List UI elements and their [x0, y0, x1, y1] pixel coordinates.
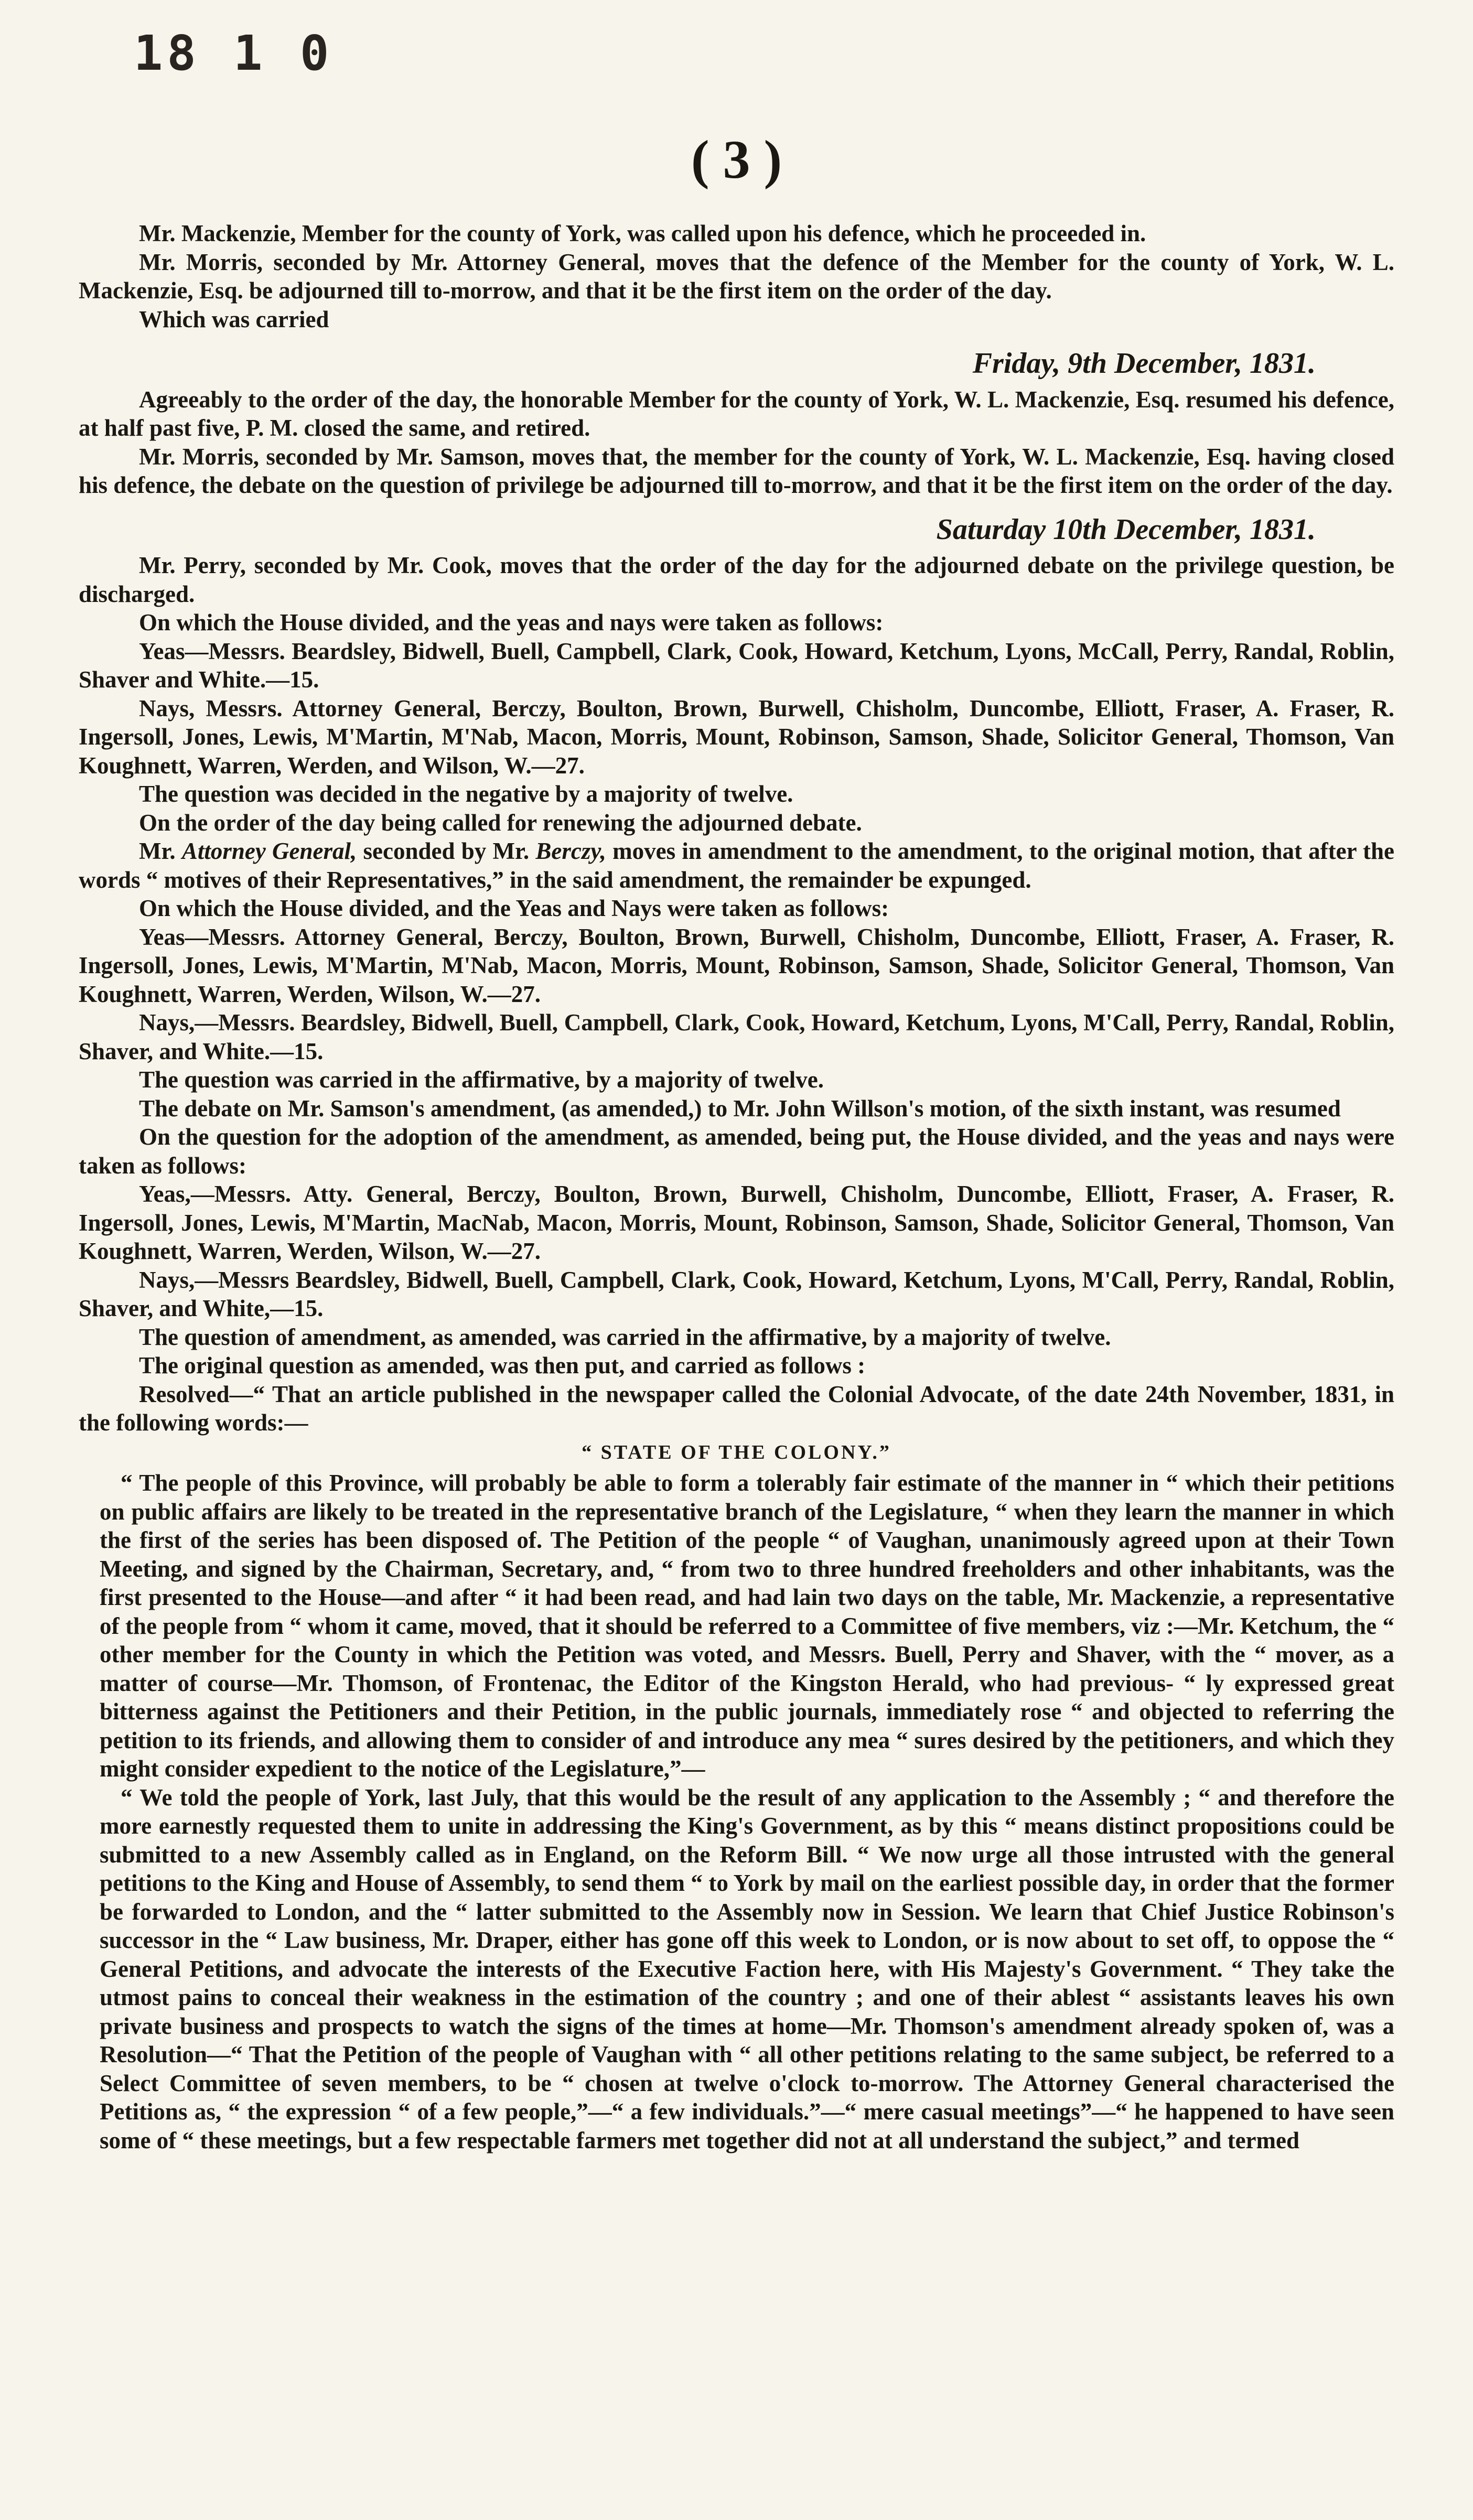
quoted-article-heading: “ STATE OF THE COLONY.” [582, 1441, 891, 1463]
paragraph: On the order of the day being called for renewing the adjourned debate. [139, 809, 862, 836]
yeas-list: Yeas—Messrs. Attorney General, Berczy, Boulton, Brown, Burwell, Chisholm, Duncombe, Elliott, Fraser, A. Fraser, R. Ingersoll, Jones, Lewis, M'Martin, M'Nab, Macon, Morris, Mount, Robinson, Samson, Shade, Solicitor General, Thomson, Van Koughnett, Warren, Werden, Wilson, W.—27. [79, 923, 1394, 1007]
paragraph [79, 837, 1394, 894]
quoted-paragraph: “ We told the people of York, last July, that this would be the result of any application to the Assembly ; “ and therefore the more earnestly requested them to unite in addressing the King's Government, as by this “ means distinct propositions could be submitted to a new Assembly called as in England, on the Reform Bill. “ We now urge all those intrusted with the general petitions to the King and House of Assembly, to send them “ to York by mail on the earliest possible day, in order that the former be forwarded to London, and the “ latter submitted to the Assembly now in Session. We learn that Chief Justice Robinson's successor in the “ Law business, Mr. Draper, either has gone off this week to London, or is now about to set off, to oppose the “ General Petitions, and advocate the interests of the Executive Faction here, with His Majesty's Government. “ They take the utmost pains to conceal their weakness in the estimation of the country ; and one of their ablest “ assistants leaves his own private business and prospects to watch the signs of the times at home—Mr. Thomson's amendment already spoken of, was a Resolution—“ That the Petition of the people of Vaughan with “ all other petitions relating to the same subject, be referred to a Select Committee of seven members, to be “ chosen at twelve o'clock to-morrow. The Attorney General characterised the Petitions as, “ the expression “ of a few people,”—“ a few individuals.”—“ mere casual meetings”—“ he happened to have seen some of “ these meetings, but a few respectable farmers met together did not at all understand the subject,” and termed [100, 1784, 1394, 2153]
paragraph: Mr. Morris, seconded by Mr. Attorney General, moves that the defence of the Member for the county of York, W. L. Mackenzie, Esq. be adjourned till to-morrow, and that it be the first item on the order of the day. [79, 249, 1394, 304]
italic-name: Attorney General, [181, 838, 357, 864]
nays-list: Nays,—Messrs. Beardsley, Bidwell, Buell, Campbell, Clark, Cook, Howard, Ketchum, Lyons, M'Call, Perry, Randal, Roblin, Shaver, and White.—15. [79, 1009, 1394, 1064]
paragraph: Mr. Morris, seconded by Mr. Samson, moves that, the member for the county of York, W. L. Mackenzie, Esq. having closed his defence, the debate on the question of privilege be adjourned till to-morrow, and that it be the first item on the order of the day. [79, 443, 1394, 498]
paragraph: Which was carried [139, 306, 329, 332]
paragraph: The debate on Mr. Samson's amendment, (as amended,) to Mr. John Willson's motion, of the sixth instant, was resumed [139, 1095, 1341, 1122]
printed-page-number: ( 3 ) [691, 130, 782, 190]
date-heading-saturday: Saturday 10th December, 1831. [936, 513, 1316, 546]
paragraph: The original question as amended, was then put, and carried as follows : [139, 1352, 866, 1379]
paragraph: On the question for the adoption of the amendment, as amended, being put, the House divided, and the yeas and nays were taken as follows: [79, 1124, 1394, 1179]
paragraph: The question was decided in the negative by a majority of twelve. [139, 781, 793, 807]
paragraph: On which the House divided, and the yeas and nays were taken as follows: [139, 609, 884, 636]
text-run: seconded by Mr. [357, 838, 536, 864]
paragraph: Mr. Mackenzie, Member for the county of York, was called upon his defence, which he proceeded in. [139, 220, 1146, 246]
paragraph: Agreeably to the order of the day, the honorable Member for the county of York, W. L. Mackenzie, Esq. resumed his defence, at half past five, P. M. closed the same, and retired. [79, 386, 1394, 441]
resolution-paragraph: Resolved—“ That an article published in the newspaper called the Colonial Advocate, of the date 24th November, 1831, in the following words:— [79, 1381, 1394, 1436]
italic-name: Berczy, [535, 838, 606, 864]
nays-list: Nays, Messrs. Attorney General, Berczy, Boulton, Brown, Burwell, Chisholm, Duncombe, Elliott, Fraser, A. Fraser, R. Ingersoll, Jones, Lewis, M'Martin, M'Nab, Macon, Morris, Mount, Robinson, Samson, Shade, Solicitor General, Thomson, Van Koughnett, Warren, Werden, and Wilson, W.—27. [79, 695, 1394, 779]
handwritten-page-number: 18 1 0 [134, 25, 334, 81]
yeas-list: Yeas—Messrs. Beardsley, Bidwell, Buell, Campbell, Clark, Cook, Howard, Ketchum, Lyons, McCall, Perry, Randal, Roblin, Shaver and White.—15. [79, 638, 1394, 693]
text-run: Mr. [139, 838, 182, 864]
paragraph: Mr. Perry, seconded by Mr. Cook, moves that the order of the day for the adjourned debate on the privilege question, be discharged. [79, 552, 1394, 607]
text-run: moves in amendment to the amendment, to the original motion, that after the words “ motives of their Representatives,” in the said amendment, the remainder be expunged. [79, 838, 1394, 893]
quoted-paragraph: “ The people of this Province, will probably be able to form a tolerably fair estimate of the manner in “ which their petitions on public affairs are likely to be treated in the representative branch of the Legislature, “ when they learn the manner in which the first of the series has been disposed of. The Petition of the people “ of Vaughan, unanimously agreed upon at their Town Meeting, and signed by the Chairman, Secretary, and, “ from two to three hundred freeholders and other inhabitants, was the first presented to the House—and after “ it had been read, and had lain two days on the table, Mr. Mackenzie, a representative of the people from “ whom it came, moved, that it should be referred to a Committee of five members, viz :—Mr. Ketchum, the “ other member for the County in which the Petition was voted, and Messrs. Buell, Perry and Shaver, with the “ mover, as a matter of course—Mr. Thomson, of Frontenac, the Editor of the Kingston Herald, who had previous- “ ly expressed great bitterness against the Petitioners and their Petition, in the public journals, immediately rose “ and objected to referring the petition to its friends, and allowing them to consider of and introduce any mea “ sures desired by the petitioners, and which they might consider expedient to the notice of the Legislature,”— [100, 1470, 1394, 1782]
nays-list: Nays,—Messrs Beardsley, Bidwell, Buell, Campbell, Clark, Cook, Howard, Ketchum, Lyons, M'Call, Perry, Randal, Roblin, Shaver, and White,—15. [79, 1266, 1394, 1321]
paragraph: The question was carried in the affirmative, by a majority of twelve. [139, 1067, 824, 1093]
paragraph: The question of amendment, as amended, was carried in the affirmative, by a majority of twelve. [139, 1323, 1111, 1350]
quoted-article [79, 1469, 1394, 2155]
paragraph: On which the House divided, and the Yeas and Nays were taken as follows: [139, 895, 889, 921]
journal-body [79, 219, 1394, 2155]
date-heading-friday: Friday, 9th December, 1831. [972, 347, 1316, 380]
yeas-list: Yeas,—Messrs. Atty. General, Berczy, Boulton, Brown, Burwell, Chisholm, Duncombe, Elliott, Fraser, A. Fraser, R. Ingersoll, Jones, Lewis, M'Martin, MacNab, Macon, Morris, Mount, Robinson, Samson, Shade, Solicitor General, Thomson, Van Koughnett, Warren, Werden, Wilson, W.—27. [79, 1181, 1394, 1264]
